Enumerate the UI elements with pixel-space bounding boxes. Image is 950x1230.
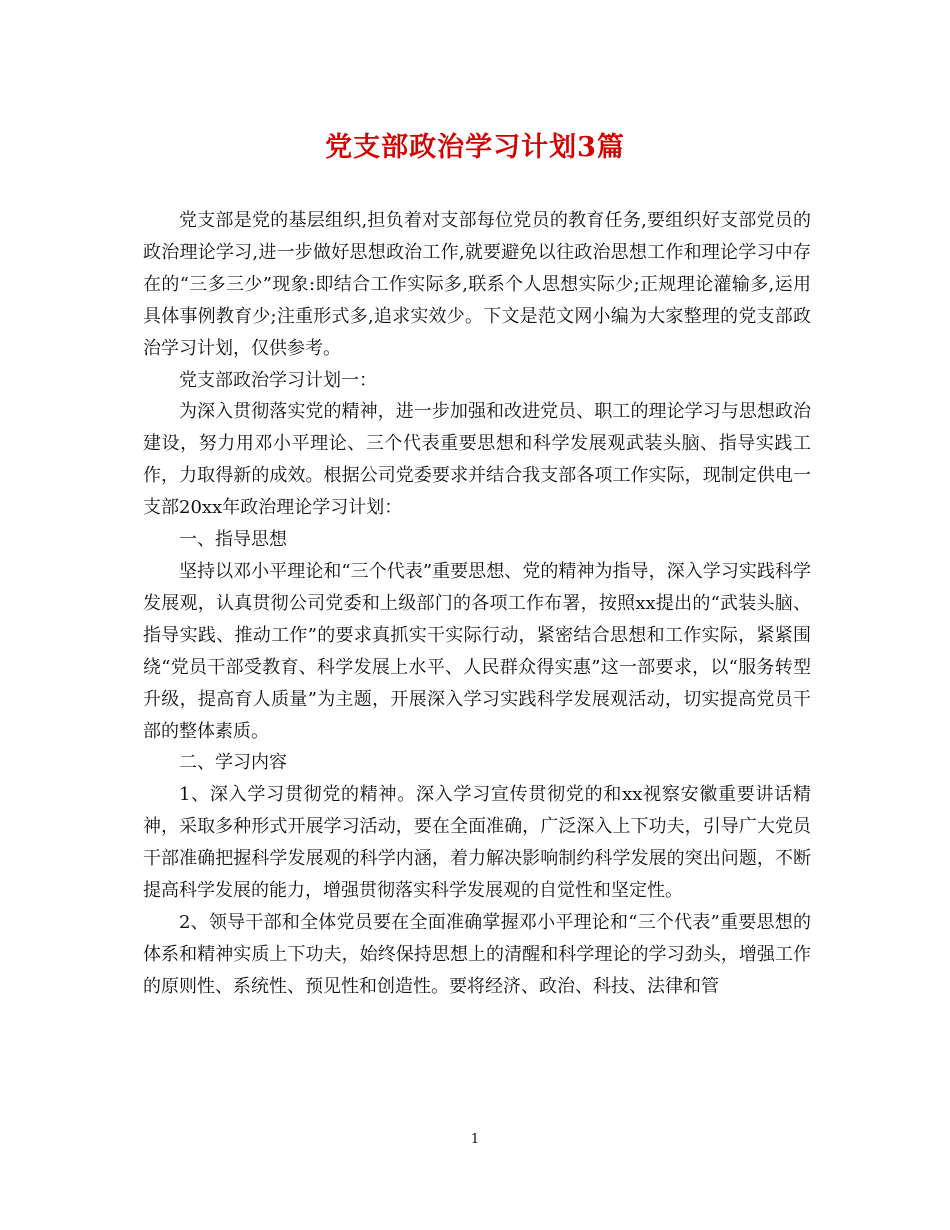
section-heading-study-content: 二、学习内容 <box>179 752 287 774</box>
page-number: 1 <box>470 1132 480 1147</box>
document-title: 党支部政治学习计划3篇 <box>325 132 625 163</box>
study-content-item-1: 1、深入学习贯彻党的精神。深入学习宣传贯彻党的和xx视察安徽重要讲话精神，采取多种形式开展学习活动，要在全面准确，广泛深入上下功夫，引导广大党员干部准确把握科学发展观的科学内涵，着力解决影响制约科学发展的突出问题，不断提高科学发展的能力，增强贯彻落实科学发展观的自觉性和坚定性。 <box>143 784 811 902</box>
study-content-item-2: 2、领导干部和全体党员要在全面准确掌握邓小平理论和“三个代表”重要思想的体系和精神实质上下功夫，始终保持思想上的清醒和科学理论的学习劲头，增强工作的原则性、系统性、预见性和创造性。要将经济、政治、科技、法律和管 <box>143 911 811 997</box>
intro-paragraph: 党支部是党的基层组织,担负着对支部每位党员的教育任务,要组织好支部党员的政治理论学习,进一步做好思想政治工作,就要避免以往政治思想工作和理论学习中存在的“三多三少”现象:即结合工作实际多,联系个人思想实际少;正规理论灌输多,运用具体事例教育少;注重形式多,追求实效少。下文是范文网小编为大家整理的党支部政治学习计划，仅供参考。 <box>143 210 811 359</box>
plan-one-paragraph: 为深入贯彻落实党的精神，进一步加强和改进党员、职工的理论学习与思想政治建设，努力用邓小平理论、三个代表重要思想和科学发展观武装头脑、指导实践工作，力取得新的成效。根据公司党委要求并结合我支部各项工作实际，现制定供电一支部20xx年政治理论学习计划： <box>143 401 811 519</box>
section-heading-guiding-ideology: 一、指导思想 <box>179 529 287 551</box>
plan-one-heading: 党支部政治学习计划一： <box>179 369 377 391</box>
document-body <box>143 205 811 1003</box>
guiding-ideology-paragraph: 坚持以邓小平理论和“三个代表”重要思想、党的精神为指导，深入学习实践科学发展观，认真贯彻公司党委和上级部门的各项工作布署，按照xx提出的“武装头脑、指导实践、推动工作”的要求真抓实干实际行动，紧密结合思想和工作实际，紧紧围绕“党员干部受教育、科学发展上水平、人民群众得实惠”这一部要求，以“服务转型升级，提高育人质量”为主题，开展深入学习实践科学发展观活动，切实提高党员干部的整体素质。 <box>143 560 811 742</box>
